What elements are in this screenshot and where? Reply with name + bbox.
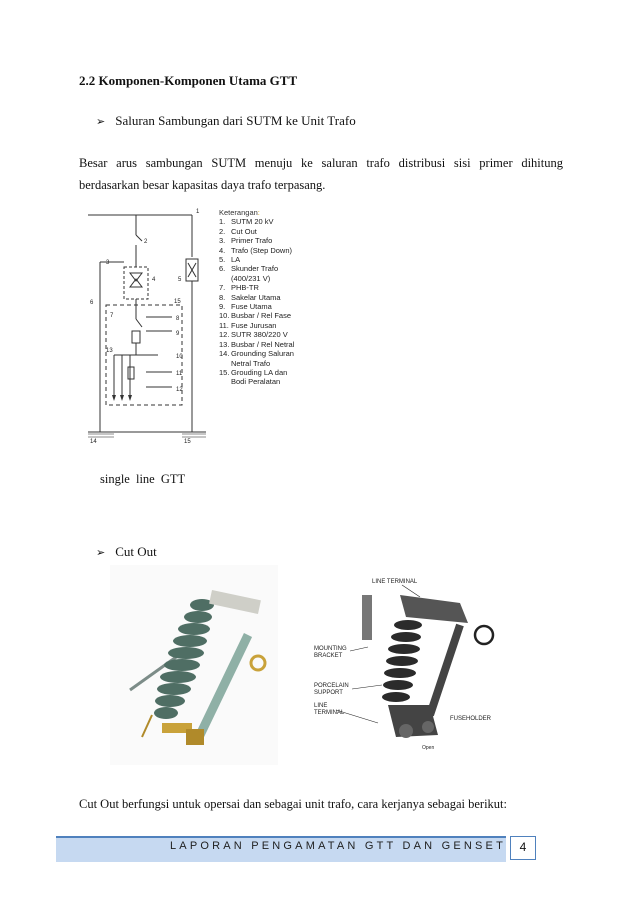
legend-item-text: Grounding Saluran bbox=[231, 349, 294, 359]
diagram-label-11: 11 bbox=[176, 371, 183, 377]
bullet-cut-out bbox=[96, 544, 157, 560]
legend-item-text: Netral Trafo bbox=[231, 358, 271, 368]
legend-item-text: Bodi Peralatan bbox=[231, 377, 281, 387]
legend-item-number bbox=[219, 359, 231, 368]
legend-item-number: 8. bbox=[219, 292, 226, 302]
legend-item-number: 5. bbox=[219, 255, 226, 265]
footer-title: LAPORAN PENGAMATAN GTT DAN GENSET bbox=[169, 840, 506, 852]
legend-item bbox=[219, 255, 294, 264]
diagram-label-12: 12 bbox=[176, 387, 183, 393]
legend-item-number: 7. bbox=[219, 283, 226, 293]
legend-item-text: Busbar / Rel Fase bbox=[231, 311, 292, 321]
legend-item-number: 2. bbox=[219, 226, 226, 236]
legend-item bbox=[219, 283, 294, 292]
cut-out-photo bbox=[110, 565, 278, 765]
diagram-label-3: 3 bbox=[106, 260, 110, 266]
diagram-label-15b: 15 bbox=[174, 299, 181, 305]
diagram-label-4: 4 bbox=[152, 277, 156, 283]
diagram-label-15: 15 bbox=[184, 439, 191, 445]
diagram-label-2: 2 bbox=[144, 239, 148, 245]
legend-item bbox=[219, 349, 294, 358]
diagram-label-13: 13 bbox=[106, 348, 113, 354]
legend-item-number: 1. bbox=[219, 217, 226, 227]
legend-item bbox=[219, 236, 294, 245]
legend-item-number: 14. bbox=[219, 349, 230, 359]
label-open: Open bbox=[422, 745, 435, 751]
legend-title: Keterangan: bbox=[219, 208, 260, 217]
arrow-bullet-icon: ➢ bbox=[96, 545, 106, 559]
legend-item-text: LA bbox=[231, 255, 241, 265]
label-terminal: TERMINAL bbox=[314, 710, 345, 716]
legend-item-number: 15. bbox=[219, 367, 230, 377]
legend-item bbox=[219, 227, 294, 236]
label-fuseholder: FUSEHOLDER bbox=[450, 716, 492, 722]
legend-item-text: Cut Out bbox=[231, 226, 257, 236]
legend-item bbox=[219, 340, 294, 349]
arrow-bullet-icon: ➢ bbox=[96, 114, 106, 128]
single-line-diagram bbox=[84, 207, 216, 445]
page-number: 4 bbox=[510, 836, 536, 860]
legend-item-text: Fuse Utama bbox=[231, 302, 272, 312]
bullet-text: Saluran Sambungan dari SUTM ke Unit Trafo bbox=[115, 113, 356, 128]
cut-out-drawing bbox=[310, 575, 500, 755]
legend-item-text: PHB-TR bbox=[231, 283, 259, 293]
diagram-label-1: 1 bbox=[196, 209, 200, 215]
diagram-caption: single line GTT bbox=[100, 472, 186, 486]
diagram-label-10: 10 bbox=[176, 354, 183, 360]
legend-item-text: Skunder Trafo bbox=[231, 264, 279, 274]
legend-item bbox=[219, 311, 294, 320]
legend-item bbox=[219, 274, 294, 283]
bullet-saluran bbox=[96, 113, 356, 129]
diagram-label-5: 5 bbox=[178, 277, 182, 283]
legend-item-text: Grouding LA dan bbox=[231, 367, 288, 377]
legend-item-number: 11. bbox=[219, 320, 229, 330]
legend-item-text: Primer Trafo bbox=[231, 236, 273, 246]
label-line-terminal: LINE TERMINAL bbox=[372, 579, 418, 585]
legend-item-text: Busbar / Rel Netral bbox=[231, 339, 295, 349]
label-bracket: BRACKET bbox=[314, 653, 343, 659]
legend-item bbox=[219, 330, 294, 339]
legend-item-number: 6. bbox=[219, 264, 226, 274]
legend-item bbox=[219, 293, 294, 302]
legend-item-number bbox=[219, 274, 231, 283]
legend-item-number bbox=[219, 377, 231, 386]
legend-item-number: 12. bbox=[219, 330, 230, 340]
legend-item-text: SUTR 380/220 V bbox=[231, 330, 288, 340]
legend-item-number: 4. bbox=[219, 245, 226, 255]
legend-item-number: 3. bbox=[219, 236, 226, 246]
legend-item bbox=[219, 377, 294, 386]
diagram-label-6: 6 bbox=[90, 300, 94, 306]
legend-item bbox=[219, 264, 294, 273]
legend-item bbox=[219, 302, 294, 311]
legend-list bbox=[219, 217, 294, 386]
diagram-label-7: 7 bbox=[110, 313, 114, 319]
legend-item bbox=[219, 359, 294, 368]
legend-item-text: Fuse Jurusan bbox=[231, 320, 277, 330]
legend-item bbox=[219, 321, 294, 330]
legend-item-text: (400/231 V) bbox=[231, 273, 271, 283]
label-line: LINE bbox=[314, 703, 328, 709]
legend-item bbox=[219, 217, 294, 226]
paragraph-cut-out: Cut Out berfungsi untuk opersai dan sebagai unit trafo, cara kerjanya sebagai berikut: bbox=[79, 797, 507, 811]
legend-item-text: Trafo (Step Down) bbox=[231, 245, 292, 255]
section-heading: 2.2 Komponen-Komponen Utama GTT bbox=[79, 73, 298, 88]
legend-item-number: 10. bbox=[219, 311, 230, 321]
legend-item-number: 13. bbox=[219, 339, 230, 349]
diagram-label-9: 9 bbox=[176, 331, 180, 337]
label-support: SUPPORT bbox=[314, 690, 343, 696]
label-mounting: MOUNTING bbox=[314, 646, 347, 652]
legend-item bbox=[219, 368, 294, 377]
label-porcelain: PORCELAIN bbox=[314, 683, 349, 689]
diagram-label-14: 14 bbox=[90, 439, 97, 445]
legend-item bbox=[219, 246, 294, 255]
legend-item-text: SUTM 20 kV bbox=[231, 217, 274, 227]
legend-item-number: 9. bbox=[219, 302, 226, 312]
diagram-legend bbox=[219, 208, 294, 387]
legend-item-text: Sakelar Utama bbox=[231, 292, 281, 302]
bullet-text: Cut Out bbox=[115, 544, 157, 559]
paragraph-arus: Besar arus sambungan SUTM menuju ke saluran trafo distribusi sisi primer dihitung berdasarkan besar kapasitas daya trafo terpasang. bbox=[79, 156, 563, 192]
diagram-label-8: 8 bbox=[176, 316, 180, 322]
